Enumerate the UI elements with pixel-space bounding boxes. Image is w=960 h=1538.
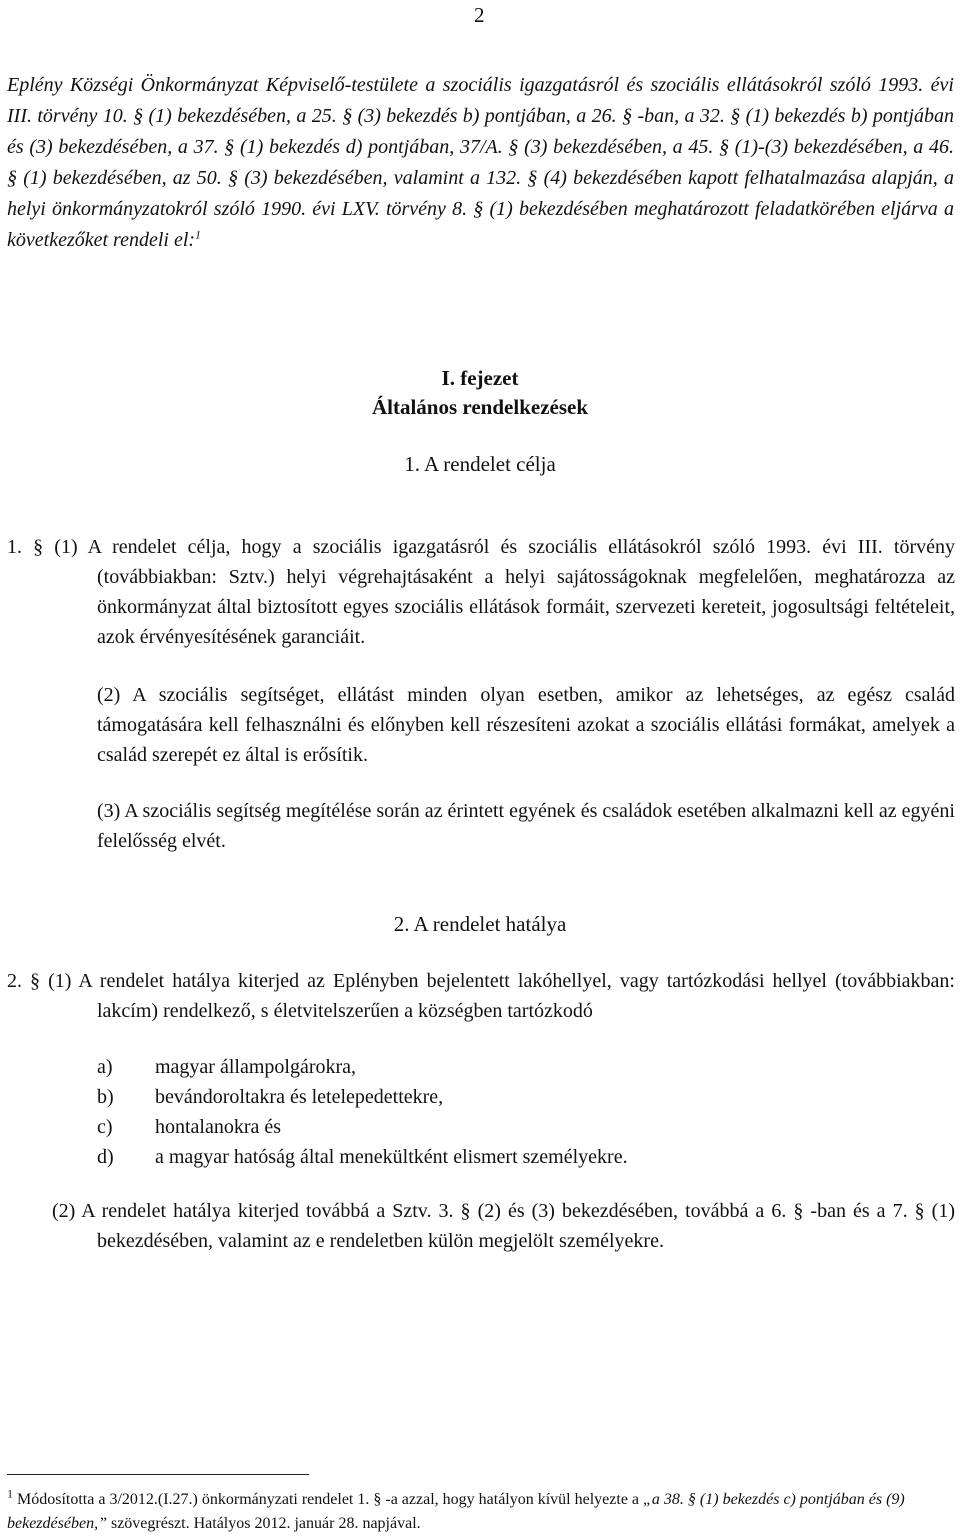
footnote-text: Módosította a 3/2012.(I.27.) önkormányzati rendelet 1. § -a azzal, hogy hatályon kívül helyezte a [17,1491,640,1508]
list-item-text: bevándoroltakra és letelepedettekre, [155,1086,444,1108]
section-2-title: 2. A rendelet hatálya [393,912,567,936]
section-2-paragraph-2-text: (2) A rendelet hatálya kiterjed továbbá a Sztv. 3. § (2) és (3) bekezdésében, továbbá a 6. § -ban és a 7. § (1) bekezdésében, valamint az e rendeletben külön megjelölt személyekre. [52,1200,955,1252]
footnote-divider [7,1474,309,1475]
list-item-text: magyar állampolgárokra, [155,1056,357,1078]
list-item-text: a magyar hatóság által menekültként elismert személyekre. [155,1146,628,1168]
section-2-paragraph-1-label: 2. § (1) [7,970,72,992]
list-item-letter: a) [97,1056,113,1078]
list-item [97,1112,628,1142]
preamble [7,70,954,256]
footnote-reference[interactable]: 1 [195,227,202,242]
section-1-paragraph-1 [7,532,955,652]
scope-list [97,1052,628,1172]
chapter-number: I. fejezet [441,366,519,390]
section-1-paragraph-1-text: A rendelet célja, hogy a szociális igazgatásról és szociális ellátásokról szóló 1993. évi III. törvény (továbbiakban: Sztv.) helyi végrehajtásaként a helyi sajátosságoknak megfelelően, meghatározza az önkormányzat által biztosított egyes szociális ellátások formáit, szervezeti kereteit, jogosultsági feltételeit, azok érvényesítésének garanciáit. [87,536,956,648]
chapter-title: Általános rendelkezések [371,395,589,419]
section-1-title: 1. A rendelet célja [404,452,556,476]
section-2-paragraph-1 [7,966,955,1026]
section-1-paragraph-3: (3) A szociális segítség megítélése során az érintett egyének és családok esetében alkalmazni kell az egyéni felelősség elvét. [97,800,955,852]
footnote-tail: szövegrészt. Hatályos 2012. január 28. napjával. [110,1515,421,1532]
footnote [7,1488,957,1536]
section-2-paragraph-1-text: A rendelet hatálya kiterjed az Eplényben bejelentett lakóhellyel, vagy tartózkodási hellyel (továbbiakban: lakcím) rendelkező, s életvitelszerűen a községben tartózkodó [78,970,955,1022]
list-item [97,1142,628,1172]
section-2-paragraph-2 [52,1196,955,1256]
list-item-letter: c) [97,1116,113,1138]
footnote-quoted-text: „a 38. § (1) bekezdés c) pontjában és (9) bekezdésében,” [7,1491,905,1532]
preamble-text: Eplény Községi Önkormányzat Képviselő-testülete a szociális igazgatásról és szociális ellátásokról szóló 1993. évi III. törvény 10. § (1) bekezdésében, a 25. § (3) bekezdés b) pontjában, a 26. § -ban, a 32. § (1) bekezdés b) pontjában és (3) bekezdésében, a 37. § (1) bekezdés d) pontjában, 37/A. § (3) bekezdésében, a 45. § (1)-(3) bekezdésében, a 46. § (1) bekezdésében, az 50. § (3) bekezdésében, valamint a 132. § (4) bekezdésében kapott felhatalmazása alapján, a helyi önkormányzatokról szóló 1990. évi LXV. törvény 8. § (1) bekezdésében meghatározott feladatkörében eljárva a következőket rendeli el: [7,74,954,251]
list-item [97,1082,628,1112]
list-item-letter: b) [97,1086,114,1108]
page-number: 2 [474,3,485,27]
section-1-paragraph-1-label: 1. § (1) [7,536,78,558]
list-item-text: hontalanokra és [155,1116,282,1138]
list-item [97,1052,628,1082]
list-item-letter: d) [97,1146,114,1168]
section-1-paragraph-2: (2) A szociális segítséget, ellátást minden olyan esetben, amikor az lehetséges, az egész család támogatására kell felhasználni és előnyben kell részesíteni azokat a szociális ellátási formákat, amelyek a család szerepét ez által is erősítik. [97,684,955,766]
footnote-number: 1 [7,1486,13,1501]
